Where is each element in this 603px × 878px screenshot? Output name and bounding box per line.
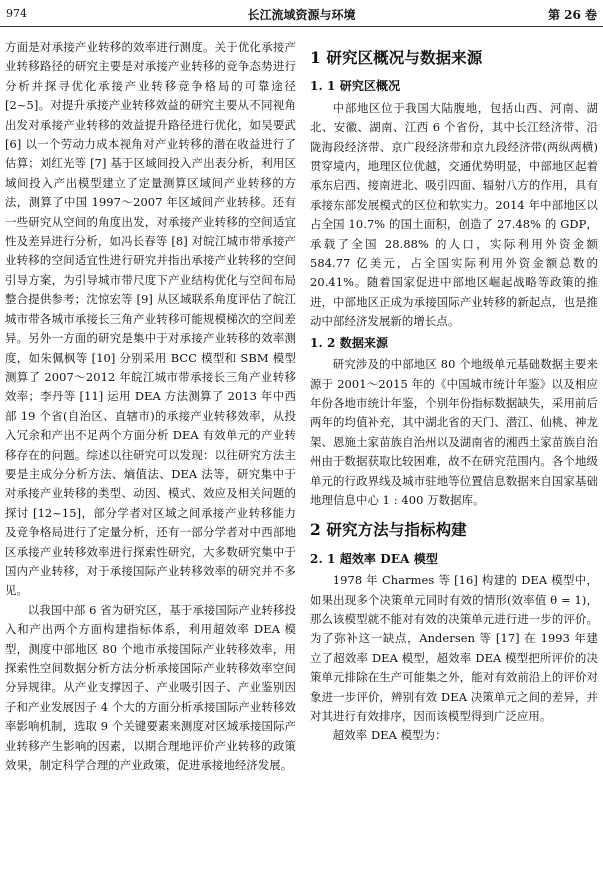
section-2-title: 2 研究方法与指标构建 bbox=[310, 520, 467, 540]
subsection-1-2-title: 1. 2 数据来源 bbox=[310, 335, 389, 350]
subsection-1-1-text: 中部地区位于我国大陆腹地，包括山西、河南、湖北、安徽、湖南、江西 6 个省份，其中长江经济带、沿陇海段经济带、京广段经济带和京九段经济带(两纵两横)贯穿境内，地理区位优越，交通优势明显，中部地区起着承东启西、接南进北、吸引四面、辐射八方的作用，具有承接东部发展模式的区位和软实力。2014 年中部地区以占全国 10.7% 的国土面积，创造了 27.48% 的 GDP，承载了全国 28.88% 的人口，实际利用外资金额 584.77 亿美元，占全国实际利用外资金额总数的 20.41%。随着国家促进中部地区崛起战略等政策的推进，中部地区正成为承接国际产业转移的新起点，也是推动中部经济发展新的增长点。 bbox=[310, 100, 598, 329]
right-column bbox=[310, 38, 598, 746]
section-1-title: 1 研究区概况与数据来源 bbox=[310, 48, 483, 67]
volume-label: 第 26 卷 bbox=[547, 8, 597, 22]
subsection-1-1-title: 1. 1 研究区概况 bbox=[310, 79, 401, 94]
intro-paragraph-1: 方面是对承接产业转移的效率进行测度。关于优化承接产业转移路径的研究主要是对承接产业转移的竞争态势进行分析并探寻优化承接产业转移竞争格局的可靠途径 [2~5]。对提升承接产业转移效益的研究主要从不同视角出发对承接产业转移的效益提升路径进行优化，如吴要武 [6] 以一个劳动力成本视角对产业转移的潜在收益进行了估算；刘红光等 [7] 基于区域间投入产出表分析，利用区域间投入产出模型建立了定量测算区域间产业转移的方法，测算了中国 1997～2007 年区域间产业转移。还有一些研究从空间的角度出发，对承接产业转移的空间适宜性及差异进行分析，如冯长春等 [8] 对皖江城市带承接产业转移的空间适宜性进行研究并指出承接产业转移的空间引导方案，为引导城市带尺度下产业结构优化与空间布局整合提供参考；沈惊宏等 [9] 从区域联系角度评估了皖江城市带各城市承接长三角产业转移可能规模梯次的空间差异。另外一方面的研究是集中于对承接产业转移的效率测度，如朱佩枫等 [10] 分别采用 BCC 模型和 SBM 模型测算了 2007～2012 年皖江城市带承接长三角产业转移效率；李丹等 [11] 运用 DEA 方法测算了 2013 年中西部 19 个省(自治区、直辖市)的承接产业转移效率，从投入冗余和产出不足两个方面分析 DEA 有效单元的产业转移存在的问题。综述以往研究可以发现：以往研究方法主要是主成分分析方法、熵值法、DEA 法等，研究集中于对承接产业转移的类型、动因、模式、效应及相关问题的探讨 [12~15]，部分学者对区域之间承接产业转移能力及竞争格局进行了定量分析，还有一部分学者对中西部地区承接产业转移效率进行探索性研究，大多数研究集中于国内产业转移，对于承接国际产业转移效率的研究并不多见。 bbox=[5, 40, 296, 598]
left-column bbox=[5, 38, 296, 775]
journal-title: 长江流域资源与环境 bbox=[247, 8, 356, 22]
page-header bbox=[0, 0, 603, 27]
subsection-2-1-text: 1978 年 Charmes 等 [16] 构建的 DEA 模型中，如果出现多个决策单元同时有效的情形(效率值 θ = 1)，那么该模型就不能对有效的决策单元进行进一步的评价。为了弥补这一缺点，Andersen 等 [17] 在 1993 年建立了超效率 DEA 模型，超效率 DEA 模型把所评价的决策单元排除在生产可能集之外，能对有效前沿上的评价对象进一步评价，辨别有效 DEA 决策单元之间的差异，并对其进行有效排序，因而该模型得到广泛应用。 bbox=[310, 573, 598, 723]
subsection-2-1-title: 2. 1 超效率 DEA 模型 bbox=[310, 551, 438, 566]
page-number: 974 bbox=[6, 7, 27, 20]
subsection-1-2-text: 研究涉及的中部地区 80 个地级单元基础数据主要来源于 2001～2015 年的《中国城市统计年鉴》以及相应年份各地市统计年鉴，个别年份指标数据缺失，采用前后两年的均值补充，其中湖北省的天门、潜江、仙桃、神龙架、恩施土家苗族自治州以及湖南省的湘西土家苗族自治州由于数据获取比较困难，故不在研究范围内。各个地级单元的行政界线及城市驻地等位置信息数据来自国家基础地理信息中心 1 : 400 万数据库。 bbox=[310, 357, 598, 507]
intro-paragraph-2: 以我国中部 6 省为研究区，基于承接国际产业转移投入和产出两个方面构建指标体系，利用超效率 DEA 模型，测度中部地区 80 个地市承接国际产业转移效率，用探索性空间数据分析方法分析承接国际产业转移效率空间分异规律。从产业支撑因子、产业吸引因子、产业鉴别因子和产业发展因子 4 个大的方面分析承接国际产业转移效率影响机制，选取 9 个关键要素来测度对区域承接国际产业转移产生影响的因素，以期合理地评价产业转移的政策效果，制定科学合理的产业政策，促进承接地经济发展。 bbox=[5, 602, 296, 773]
subsection-2-1-text-2: 超效率 DEA 模型为： bbox=[332, 728, 447, 743]
